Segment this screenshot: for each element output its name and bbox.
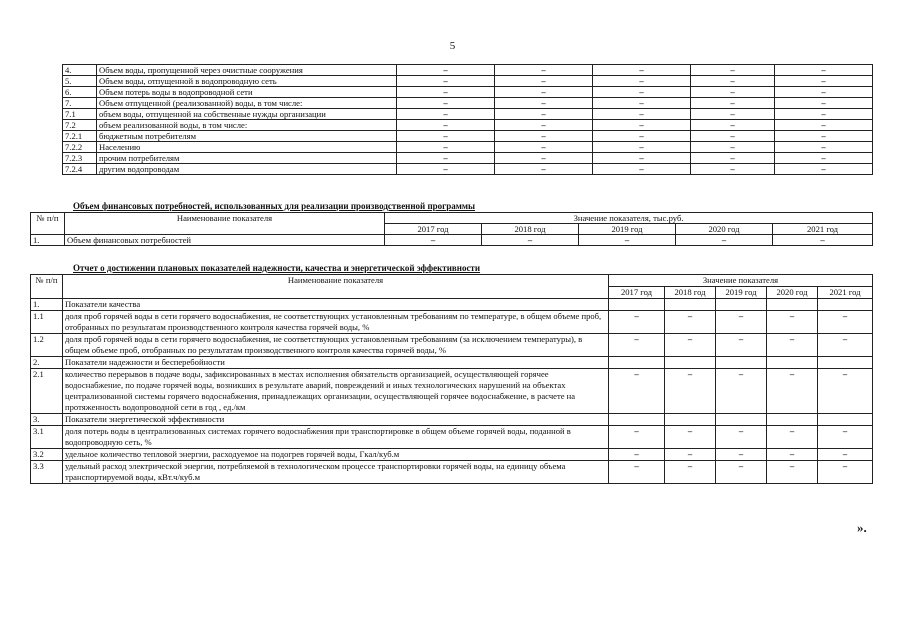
- value-cell: –: [397, 120, 495, 131]
- value-cell: –: [818, 449, 873, 461]
- empty-cell: [818, 299, 873, 311]
- value-cell: –: [593, 76, 691, 87]
- value-cell: –: [397, 87, 495, 98]
- value-cell: –: [593, 87, 691, 98]
- empty-cell: [609, 299, 665, 311]
- value-cell: –: [716, 369, 767, 414]
- row-name: Населению: [97, 142, 397, 153]
- row-name: Показатели энергетической эффективности: [63, 414, 609, 426]
- value-cell: –: [767, 449, 818, 461]
- value-cell: –: [609, 311, 665, 334]
- value-cell: –: [818, 369, 873, 414]
- table-row: [63, 87, 873, 98]
- value-cell: –: [767, 311, 818, 334]
- value-cell: –: [775, 131, 873, 142]
- table-row: [63, 131, 873, 142]
- value-cell: –: [691, 142, 775, 153]
- empty-cell: [609, 414, 665, 426]
- column-header-value: Значение показателя: [609, 275, 873, 287]
- indicators-report-caption: Отчет о достижении плановых показателей надежности, качества и энергетической эффективности: [73, 263, 481, 273]
- row-name: Объем воды, отпущенной в водопроводную сеть: [97, 76, 397, 87]
- table-row: [63, 98, 873, 109]
- value-cell: –: [495, 153, 593, 164]
- value-cell: –: [665, 449, 716, 461]
- row-number: 3.3: [31, 461, 63, 484]
- value-cell: –: [665, 426, 716, 449]
- row-name: Показатели надежности и бесперебойности: [63, 357, 609, 369]
- value-cell: –: [495, 76, 593, 87]
- value-cell: –: [665, 461, 716, 484]
- row-name: прочим потребителям: [97, 153, 397, 164]
- row-number: 6.: [63, 87, 97, 98]
- value-cell: –: [691, 98, 775, 109]
- row-name: доля потерь воды в централизованных системах горячего водоснабжения при транспортировке в общем объеме горячей воды, поданной в водопроводную сеть, %: [63, 426, 609, 449]
- value-cell: –: [775, 142, 873, 153]
- empty-cell: [665, 414, 716, 426]
- water-volume-table: [62, 64, 873, 175]
- table-row: [31, 369, 873, 414]
- row-number: 1.: [31, 235, 65, 246]
- empty-cell: [665, 357, 716, 369]
- column-header-name: Наименование показателя: [65, 213, 385, 235]
- row-number: 7.2.2: [63, 142, 97, 153]
- value-cell: –: [495, 120, 593, 131]
- value-cell: –: [397, 98, 495, 109]
- value-cell: –: [716, 334, 767, 357]
- value-cell: –: [593, 120, 691, 131]
- year-header: 2021 год: [773, 224, 873, 235]
- value-cell: –: [579, 235, 676, 246]
- year-header: 2019 год: [716, 287, 767, 299]
- value-cell: –: [609, 461, 665, 484]
- value-cell: –: [818, 426, 873, 449]
- empty-cell: [716, 357, 767, 369]
- empty-cell: [716, 299, 767, 311]
- value-cell: –: [593, 164, 691, 175]
- financial-needs-caption: Объем финансовых потребностей, использованных для реализации производственной программы: [73, 201, 476, 211]
- value-cell: –: [676, 235, 773, 246]
- value-cell: –: [767, 426, 818, 449]
- value-cell: –: [495, 131, 593, 142]
- value-cell: –: [716, 311, 767, 334]
- row-name: другим водопроводам: [97, 164, 397, 175]
- value-cell: –: [397, 142, 495, 153]
- row-number: 2.1: [31, 369, 63, 414]
- value-cell: –: [691, 120, 775, 131]
- column-header-number: № п/п: [31, 275, 63, 299]
- value-cell: –: [773, 235, 873, 246]
- row-number: 1.: [31, 299, 63, 311]
- row-name: Объем потерь воды в водопроводной сети: [97, 87, 397, 98]
- row-name: доля проб горячей воды в сети горячего водоснабжения, не соответствующих установленным требованиям (за исключением температуры), в общем объеме проб, отобранных по результатам производственного контроля качества горячей воды, %: [63, 334, 609, 357]
- value-cell: –: [665, 334, 716, 357]
- value-cell: –: [716, 449, 767, 461]
- row-number: 7.2.1: [63, 131, 97, 142]
- value-cell: –: [495, 109, 593, 120]
- row-name: Показатели качества: [63, 299, 609, 311]
- table-row: [31, 461, 873, 484]
- value-cell: –: [775, 76, 873, 87]
- value-cell: –: [495, 98, 593, 109]
- row-name: Объем воды, пропущенной через очистные сооружения: [97, 65, 397, 76]
- table-row: [63, 76, 873, 87]
- value-cell: –: [593, 131, 691, 142]
- value-cell: –: [495, 87, 593, 98]
- year-header: 2020 год: [767, 287, 818, 299]
- value-cell: –: [665, 369, 716, 414]
- value-cell: –: [775, 65, 873, 76]
- value-cell: –: [495, 142, 593, 153]
- row-name: объем реализованной воды, в том числе:: [97, 120, 397, 131]
- table-row: [63, 120, 873, 131]
- row-number: 7.: [63, 98, 97, 109]
- value-cell: –: [397, 153, 495, 164]
- row-number: 1.1: [31, 311, 63, 334]
- table-row: [63, 109, 873, 120]
- indicators-report-table: [30, 274, 873, 484]
- row-number: 3.2: [31, 449, 63, 461]
- year-header: 2018 год: [482, 224, 579, 235]
- table-row: [63, 153, 873, 164]
- value-cell: –: [818, 311, 873, 334]
- value-cell: –: [609, 426, 665, 449]
- value-cell: –: [691, 65, 775, 76]
- closing-mark: ».: [857, 520, 867, 535]
- value-cell: –: [775, 153, 873, 164]
- row-number: 1.2: [31, 334, 63, 357]
- value-cell: –: [609, 369, 665, 414]
- value-cell: –: [593, 109, 691, 120]
- table-row: [63, 65, 873, 76]
- value-cell: –: [691, 164, 775, 175]
- table-row: [31, 311, 873, 334]
- year-header: 2020 год: [676, 224, 773, 235]
- row-number: 5.: [63, 76, 97, 87]
- value-cell: –: [775, 87, 873, 98]
- empty-cell: [609, 357, 665, 369]
- table-row: [31, 357, 873, 369]
- value-cell: –: [397, 65, 495, 76]
- empty-cell: [665, 299, 716, 311]
- value-cell: –: [691, 153, 775, 164]
- empty-cell: [818, 414, 873, 426]
- value-cell: –: [397, 131, 495, 142]
- value-cell: –: [818, 461, 873, 484]
- row-number: 2.: [31, 357, 63, 369]
- table-row: [31, 449, 873, 461]
- column-header-name: Наименование показателя: [63, 275, 609, 299]
- value-cell: –: [665, 311, 716, 334]
- value-cell: –: [775, 120, 873, 131]
- year-header: 2021 год: [818, 287, 873, 299]
- value-cell: –: [593, 65, 691, 76]
- value-cell: –: [775, 164, 873, 175]
- value-cell: –: [495, 65, 593, 76]
- empty-cell: [767, 299, 818, 311]
- value-cell: –: [609, 334, 665, 357]
- value-cell: –: [775, 109, 873, 120]
- value-cell: –: [385, 235, 482, 246]
- row-number: 7.1: [63, 109, 97, 120]
- value-cell: –: [397, 164, 495, 175]
- table-row: [31, 414, 873, 426]
- value-cell: –: [767, 334, 818, 357]
- value-cell: –: [775, 98, 873, 109]
- value-cell: –: [767, 369, 818, 414]
- value-cell: –: [691, 131, 775, 142]
- row-name: доля проб горячей воды в сети горячего водоснабжения, не соответствующих установленным требованиям по температуре, в общем объеме проб, отобранных по результатам производственного контроля качества горячей воды, %: [63, 311, 609, 334]
- empty-cell: [767, 414, 818, 426]
- value-cell: –: [716, 426, 767, 449]
- page-number: 5: [449, 40, 456, 52]
- year-header: 2017 год: [385, 224, 482, 235]
- value-cell: –: [767, 461, 818, 484]
- table-row: [31, 426, 873, 449]
- table-row: [31, 299, 873, 311]
- empty-cell: [767, 357, 818, 369]
- value-cell: –: [691, 109, 775, 120]
- year-header: 2017 год: [609, 287, 665, 299]
- financial-needs-table: [30, 212, 873, 246]
- value-cell: –: [818, 334, 873, 357]
- year-header: 2019 год: [579, 224, 676, 235]
- value-cell: –: [593, 142, 691, 153]
- empty-cell: [716, 414, 767, 426]
- row-number: 7.2: [63, 120, 97, 131]
- value-cell: –: [482, 235, 579, 246]
- value-cell: –: [691, 76, 775, 87]
- row-name: удельный расход электрической энергии, потребляемой в технологическом процессе транспортировки горячей воды, на единицу объема транспортируемой воды, кВт.ч/куб.м: [63, 461, 609, 484]
- column-header-number: № п/п: [31, 213, 65, 235]
- row-name: Объем финансовых потребностей: [65, 235, 385, 246]
- year-header: 2018 год: [665, 287, 716, 299]
- row-number: 7.2.4: [63, 164, 97, 175]
- value-cell: –: [397, 76, 495, 87]
- table-row: [63, 164, 873, 175]
- table-row: [63, 142, 873, 153]
- empty-cell: [818, 357, 873, 369]
- row-number: 3.1: [31, 426, 63, 449]
- value-cell: –: [691, 87, 775, 98]
- value-cell: –: [397, 109, 495, 120]
- table-row: [31, 334, 873, 357]
- row-number: 4.: [63, 65, 97, 76]
- row-number: 3.: [31, 414, 63, 426]
- value-cell: –: [495, 164, 593, 175]
- row-name: количество перерывов в подаче воды, зафиксированных в местах исполнения обязательств организацией, осуществляющей горячее водоснабжение, по подаче горячей воды, возникших в результате аварий, повреждений и иных технологических нарушений на объектах централизованной системы горячего водоснабжения, принадлежащих организации, осуществляющей горячее водоснабжение, в расчете на протяженность водопроводной сети в год , ед./км: [63, 369, 609, 414]
- row-name: объем воды, отпущенной на собственные нужды организации: [97, 109, 397, 120]
- value-cell: –: [593, 153, 691, 164]
- value-cell: –: [593, 98, 691, 109]
- table-row: [31, 235, 873, 246]
- row-name: бюджетным потребителям: [97, 131, 397, 142]
- row-number: 7.2.3: [63, 153, 97, 164]
- value-cell: –: [609, 449, 665, 461]
- column-header-value: Значение показателя, тыс.руб.: [385, 213, 873, 224]
- row-name: Объем отпущенной (реализованной) воды, в том числе:: [97, 98, 397, 109]
- row-name: удельное количество тепловой энергии, расходуемое на подогрев горячей воды, Гкал/куб.м: [63, 449, 609, 461]
- value-cell: –: [716, 461, 767, 484]
